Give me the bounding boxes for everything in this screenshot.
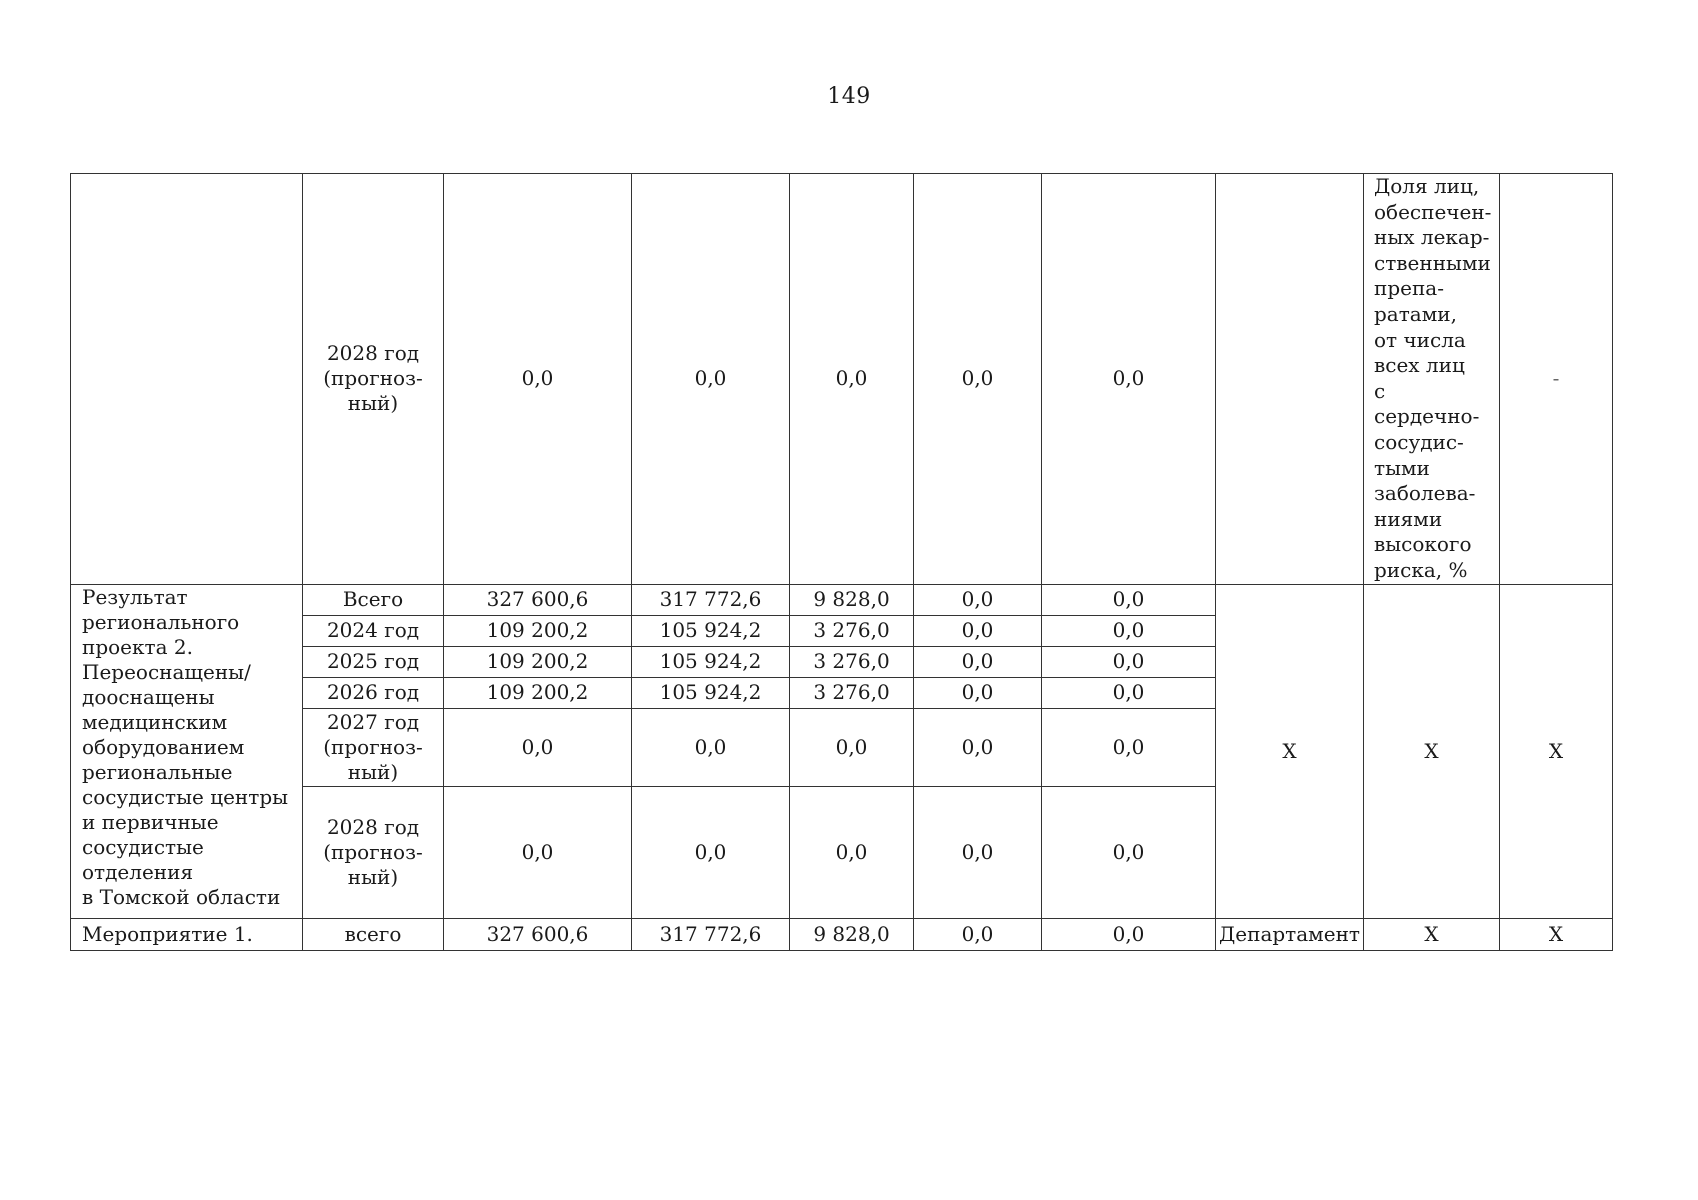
regional-cell: 0,0 xyxy=(790,786,914,918)
text-line: ный) xyxy=(347,391,399,416)
period-cell xyxy=(303,677,444,708)
federal-cell: 317 772,6 xyxy=(632,918,790,950)
text-line: (прогноз- xyxy=(323,839,423,864)
text-line: Всего xyxy=(342,587,404,611)
total-cell: 109 200,2 xyxy=(444,646,632,677)
federal-cell: 0,0 xyxy=(632,708,790,786)
measure-name-cell: Мероприятие 1. xyxy=(71,918,303,950)
table-row xyxy=(71,918,1613,950)
text-line: 2028 год xyxy=(326,341,420,366)
indicator-value-cell: - xyxy=(1500,174,1613,585)
text-line: высокого xyxy=(1374,532,1472,557)
period-cell xyxy=(303,646,444,677)
text-line: 2025 год xyxy=(326,649,420,673)
total-cell: 0,0 xyxy=(444,174,632,585)
text-line: тыми xyxy=(1374,455,1430,480)
budget-table xyxy=(70,173,1613,951)
regional-cell: 0,0 xyxy=(790,174,914,585)
text-line: ных лекар- xyxy=(1374,225,1490,250)
federal-cell: 105 924,2 xyxy=(632,646,790,677)
other-cell: 0,0 xyxy=(1042,584,1216,615)
text-line: сосудистые центры xyxy=(82,784,289,809)
text-line: 2026 год xyxy=(326,680,420,704)
local-cell: 0,0 xyxy=(914,708,1042,786)
period-cell xyxy=(303,786,444,918)
text-line: сосудис- xyxy=(1374,429,1464,454)
indicator-cell: X xyxy=(1364,918,1500,950)
local-cell: 0,0 xyxy=(914,615,1042,646)
text-line: в Томской области xyxy=(82,884,281,909)
total-cell: 109 200,2 xyxy=(444,677,632,708)
regional-cell: 3 276,0 xyxy=(790,615,914,646)
regional-cell: 3 276,0 xyxy=(790,646,914,677)
regional-cell: 0,0 xyxy=(790,708,914,786)
text-line: оборудованием xyxy=(82,734,245,759)
page-number: 149 xyxy=(827,84,871,109)
other-cell: 0,0 xyxy=(1042,918,1216,950)
period-cell xyxy=(303,174,444,585)
text-line: Результат xyxy=(82,584,188,609)
total-cell: 327 600,6 xyxy=(444,584,632,615)
local-cell: 0,0 xyxy=(914,646,1042,677)
table-row xyxy=(71,174,1613,585)
text-line: 2028 год xyxy=(326,814,420,839)
period-cell: всего xyxy=(303,918,444,950)
text-line: риска, % xyxy=(1374,557,1468,582)
text-line: Переоснащены/ xyxy=(82,659,251,684)
regional-cell: 9 828,0 xyxy=(790,584,914,615)
federal-cell: 317 772,6 xyxy=(632,584,790,615)
indicator-cell: X xyxy=(1364,584,1500,918)
text-line: ратами, xyxy=(1374,301,1457,326)
text-line: сосудистые xyxy=(82,834,204,859)
federal-cell: 0,0 xyxy=(632,174,790,585)
text-line: проекта 2. xyxy=(82,634,193,659)
federal-cell: 0,0 xyxy=(632,786,790,918)
text-line: Доля лиц, xyxy=(1374,174,1480,198)
other-cell: 0,0 xyxy=(1042,786,1216,918)
responsible-cell: X xyxy=(1216,584,1364,918)
indicator-value-cell: X xyxy=(1500,584,1613,918)
text-line: ниями xyxy=(1374,506,1443,531)
text-line: регионального xyxy=(82,609,240,634)
text-line: (прогноз- xyxy=(323,366,423,391)
local-cell: 0,0 xyxy=(914,677,1042,708)
text-line: всех лиц xyxy=(1374,353,1465,378)
local-cell: 0,0 xyxy=(914,584,1042,615)
text-line: от числа xyxy=(1374,327,1466,352)
text-line: медицинским xyxy=(82,709,228,734)
text-line: дооснащены xyxy=(82,684,215,709)
indicator-value-cell: X xyxy=(1500,918,1613,950)
text-line: 2024 год xyxy=(326,618,420,642)
text-line: 2027 год xyxy=(326,709,420,734)
other-cell: 0,0 xyxy=(1042,615,1216,646)
text-line: заболева- xyxy=(1374,481,1476,506)
other-cell: 0,0 xyxy=(1042,646,1216,677)
total-cell: 327 600,6 xyxy=(444,918,632,950)
text-line: отделения xyxy=(82,859,194,884)
text-line: ственными xyxy=(1374,250,1491,275)
responsible-cell xyxy=(1216,174,1364,585)
text-line: обеспечен- xyxy=(1374,199,1492,224)
regional-cell: 9 828,0 xyxy=(790,918,914,950)
text-line: (прогноз- xyxy=(323,734,423,759)
total-cell: 0,0 xyxy=(444,708,632,786)
local-cell: 0,0 xyxy=(914,918,1042,950)
local-cell: 0,0 xyxy=(914,786,1042,918)
text-line: ный) xyxy=(347,759,399,784)
text-line: ный) xyxy=(347,864,399,889)
text-line: и первичные xyxy=(82,809,219,834)
other-cell: 0,0 xyxy=(1042,677,1216,708)
table-row xyxy=(71,584,1613,615)
other-cell: 0,0 xyxy=(1042,174,1216,585)
other-cell: 0,0 xyxy=(1042,708,1216,786)
federal-cell: 105 924,2 xyxy=(632,615,790,646)
name-cell-empty xyxy=(71,174,303,585)
text-line: с сердечно- xyxy=(1374,378,1480,429)
local-cell: 0,0 xyxy=(914,174,1042,585)
result-name-cell xyxy=(71,584,303,918)
period-cell xyxy=(303,615,444,646)
total-cell: 109 200,2 xyxy=(444,615,632,646)
federal-cell: 105 924,2 xyxy=(632,677,790,708)
indicator-cell xyxy=(1364,174,1500,585)
period-cell xyxy=(303,708,444,786)
total-cell: 0,0 xyxy=(444,786,632,918)
period-cell xyxy=(303,584,444,615)
responsible-cell: Департамент xyxy=(1216,918,1364,950)
text-line: региональные xyxy=(82,759,233,784)
regional-cell: 3 276,0 xyxy=(790,677,914,708)
text-line: препа- xyxy=(1374,276,1444,301)
